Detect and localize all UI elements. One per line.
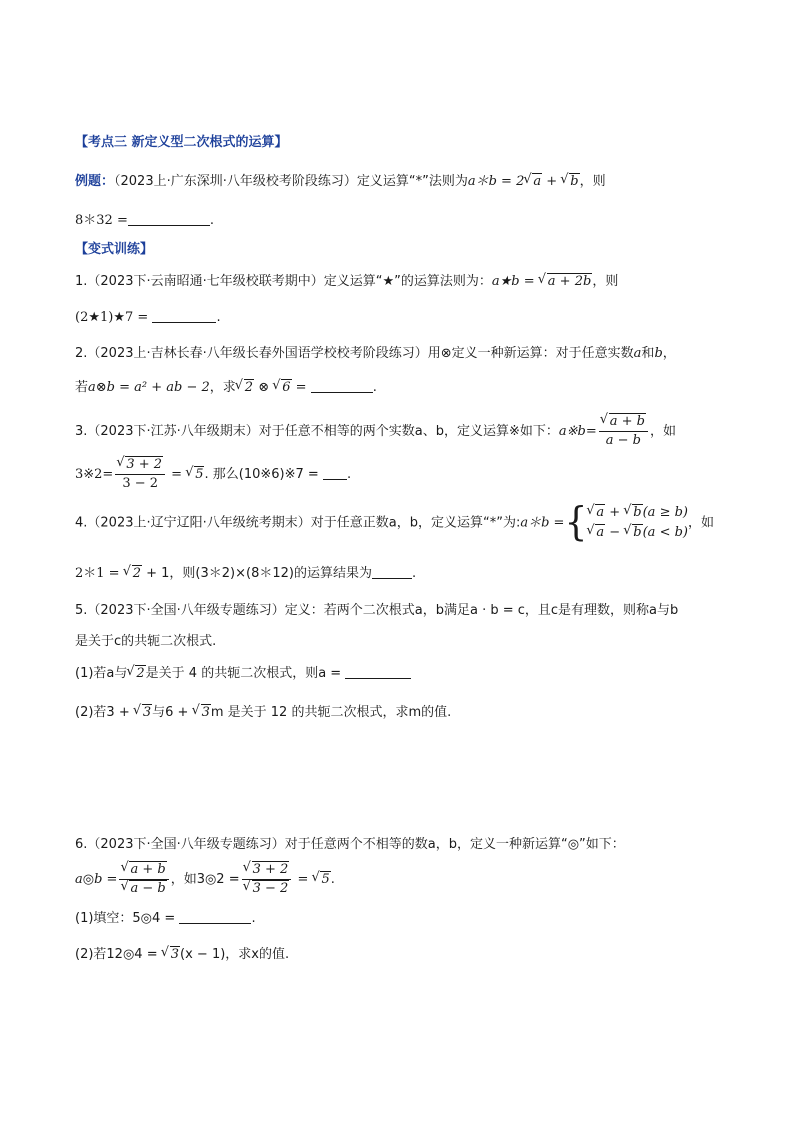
q2-sqrt-2: √ 2 — [236, 378, 254, 398]
q5-sqrt-2: √ 2 — [127, 664, 145, 684]
example-source: （2023上·广东深圳·八年级校考阶段练习）定义运算“*”法则为 — [114, 174, 468, 189]
q2-source: （2023上·吉林长春·八年级长春外国语学校校考阶段练习）用⊗定义一种新运算：对于任意实数 — [87, 346, 634, 361]
q6-part-2: (2)若12◎4 = √ 3(x − 1)，求x的值. — [75, 945, 289, 965]
q5-line-2: 是关于c的共轭二次根式. — [75, 634, 217, 649]
q6-sqrt-3: √ 3 — [162, 945, 180, 965]
q6-answer-blank[interactable] — [179, 909, 251, 924]
q5-answer-blank[interactable] — [345, 664, 411, 679]
q6-fraction: √ a + b √ a − b — [119, 861, 168, 898]
q4-answer-blank[interactable] — [372, 564, 412, 579]
q6-line-1: 6.（2023下·全国·八年级专题练习）对于任意两个不相等的数a，b，定义一种新运算“◎”如下： — [75, 837, 625, 852]
example-line-1: 例题：（2023上·广东深圳·八年级校考阶段练习）定义运算“*”法则为a＊b = 2√ a + √ b，则 — [75, 172, 606, 192]
q3-answer-blank[interactable] — [323, 465, 347, 480]
q2-formula: a⊗b = a² + ab − 2 — [88, 380, 210, 395]
example-label: 例题： — [75, 174, 115, 189]
q4-source: （2023上·辽宁辽阳·八年级统考期末）对于任意正数a，b，定义运算“*”为: — [87, 515, 521, 531]
practice-header: 【变式训练】 — [75, 242, 154, 257]
q3-fraction: √ $\frac{a + b}{a - b}$ — [599, 413, 648, 450]
q3-line-1: 3.（2023下·江苏·八年级期末）对于任意不相等的两个实数a、b，定义运算※如下：a※b= √ $\frac{a + b}{a - b}$ ，如 — [75, 413, 676, 451]
example-sqrt-b: √ b — [561, 172, 579, 192]
q5-part-2: (2)若3 + √ 3与6 + √ 3m 是关于 12 的共轭二次根式，求m的值. — [75, 703, 451, 723]
q2-sqrt-6: √ 6 — [273, 378, 291, 398]
q1-line-2: (2★1)★7 = . — [75, 310, 221, 325]
example-formula-pre: a＊b = 2 — [467, 174, 525, 189]
q4-line-2: 2＊1 = √ 2 + 1，则(3＊2)×(8＊12)的运算结果为 . — [75, 564, 416, 584]
q6-sqrt-5: √ 5 — [312, 860, 330, 900]
q3-example-fraction: √ $\frac{3 + 2}{3 - 2}$ — [115, 456, 165, 493]
q1-line-1: 1.（2023下·云南昭通·七年级校联考期中）定义运算“★”的运算法则为：a★b = √ a + 2b，则 — [75, 272, 618, 292]
q5-part-1: (1)若a与√ 2是关于 4 的共轭二次根式，则a = — [75, 664, 411, 684]
q6-source: （2023下·全国·八年级专题练习）对于任意两个不相等的数a，b，定义一种新运算“◎”如下： — [87, 837, 625, 852]
q4-sqrt-2: √ 2 — [124, 564, 142, 584]
q2-line-1: 2.（2023上·吉林长春·八年级长春外国语学校校考阶段练习）用⊗定义一种新运算：对于任意实数a和b， — [75, 346, 676, 361]
q6-example-fraction: √ 3 + 2 √ 3 − 2 — [242, 861, 292, 898]
q4-piecewise: { √ a + √ b(a ≥ b) √ a − √ b(a < b) — [564, 503, 688, 543]
q1-expression: (2★1)★7 = — [75, 310, 149, 325]
q2-answer-blank[interactable] — [311, 378, 373, 393]
q1-formula-pre: a★b = — [491, 274, 535, 289]
q3-line-2: 3※2= √ $\frac{3 + 2}{3 - 2}$ = √ 5. 那么(10※6)※7 = . — [75, 456, 351, 494]
q3-source: （2023下·江苏·八年级期末）对于任意不相等的两个实数a、b，定义运算※如下： — [87, 424, 559, 439]
q5-source: （2023下·全国·八年级专题练习）定义：若两个二次根式a，b满足a · b = c，且c是有理数，则称a与b — [87, 603, 679, 618]
q2-line-2: 若a⊗b = a² + ab − 2，求√ 2 ⊗ √ 6 = . — [75, 378, 377, 398]
example-expression: 8＊32 = — [75, 213, 128, 228]
q6-line-2: a◎b = √ a + b √ a − b ，如3◎2 = √ 3 + 2 √ 3 − 2 = √ 5. — [75, 860, 335, 900]
section-header: 【考点三 新定义型二次根式的运算】 — [75, 135, 288, 150]
q6-part-1: (1)填空：5◎4 = . — [75, 911, 256, 926]
example-sqrt-a: √ a — [524, 172, 542, 192]
example-answer-blank[interactable] — [128, 211, 210, 226]
q1-sqrt: √ a + 2b — [539, 272, 593, 292]
q4-line-1: 4.（2023上·辽宁辽阳·八年级统考期末）对于任意正数a，b，定义运算“*”为:a＊b = { √ a + √ b(a ≥ b) √ a − √ b(a < b) ，如 — [75, 503, 714, 544]
q5-line-1: 5.（2023下·全国·八年级专题练习）定义：若两个二次根式a，b满足a · b = c，且c是有理数，则称a与b — [75, 603, 679, 618]
q3-sqrt-5: √ 5 — [186, 456, 204, 494]
q1-answer-blank[interactable] — [152, 308, 216, 323]
example-line-2: 8＊32 = . — [75, 213, 214, 228]
q1-source: （2023下·云南昭通·七年级校联考期中）定义运算“★”的运算法则为： — [87, 274, 492, 289]
